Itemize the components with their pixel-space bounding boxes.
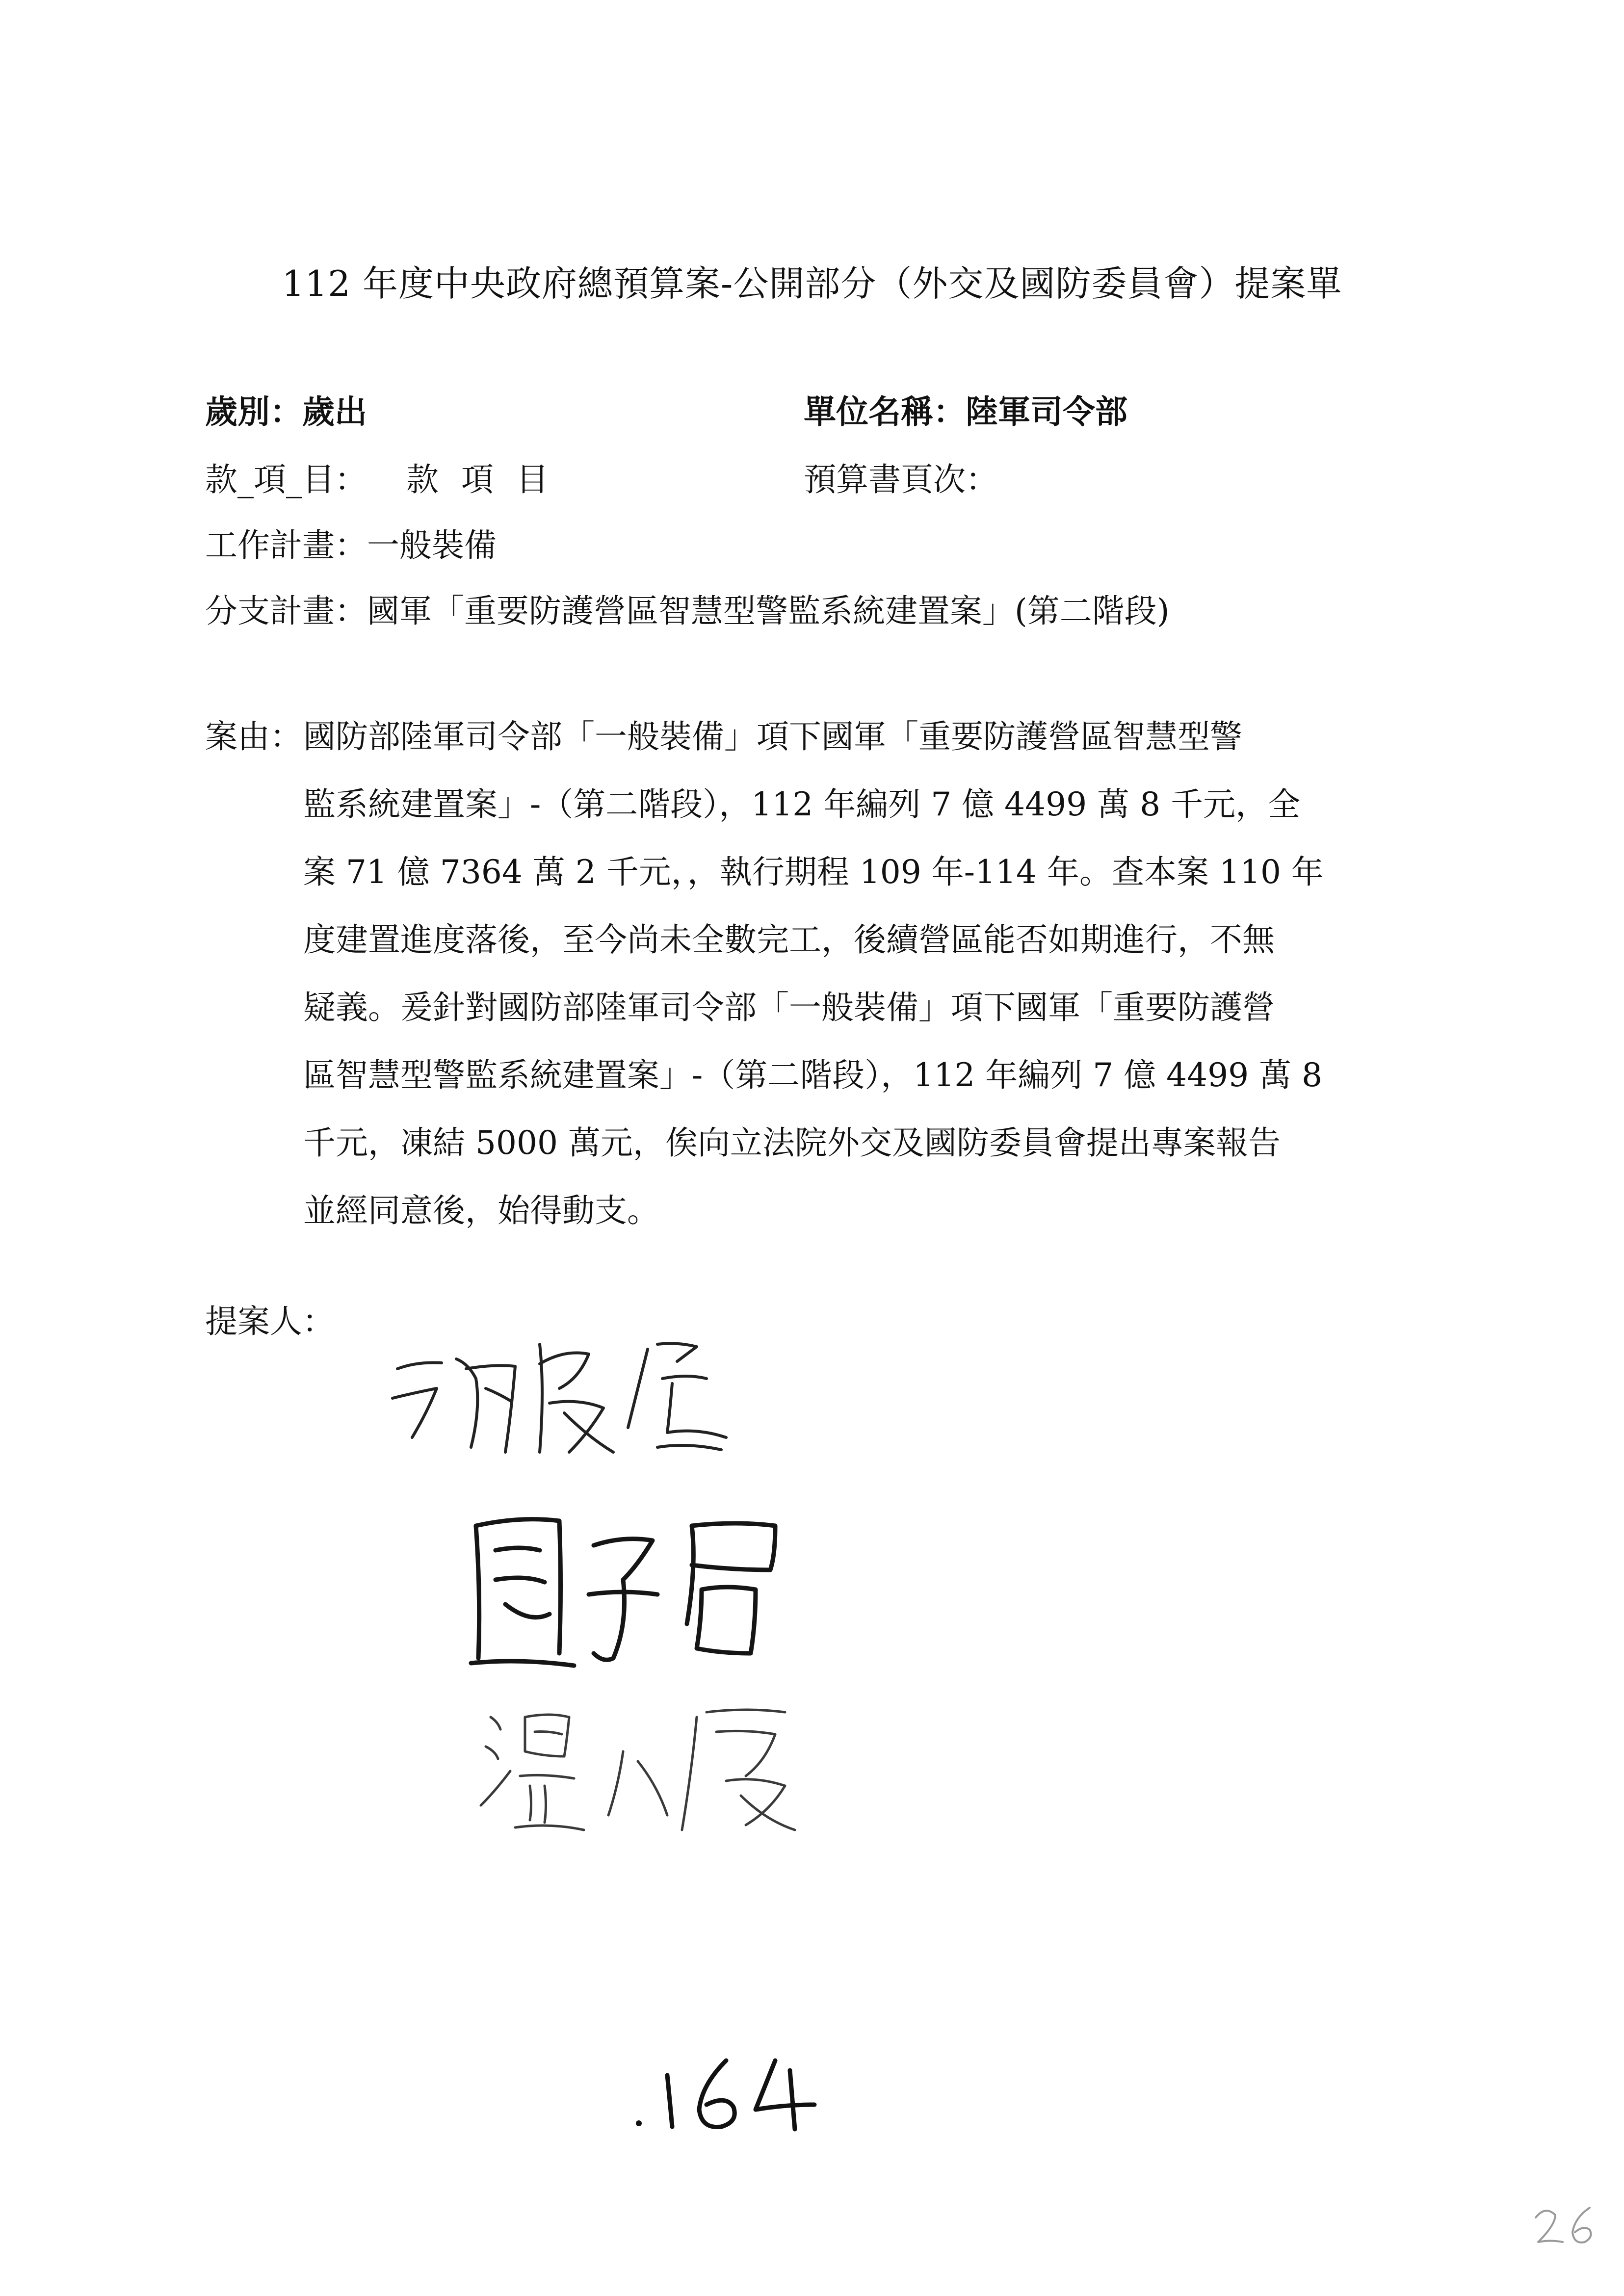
reason-text	[303, 710, 1324, 1252]
budget-page-label: 預算書頁次：	[804, 461, 998, 498]
budget-page-field	[804, 453, 998, 500]
budget-item-field	[205, 453, 571, 500]
work-plan-value: 一般裝備	[367, 526, 497, 564]
reason-line: 監系統建置案」-（第二階段），112 年編列 7 億 4499 萬 8 千元，全	[303, 785, 1301, 823]
reason-line: 並經同意後，始得動支。	[303, 1192, 659, 1229]
proposer-label: 提案人：	[205, 1303, 335, 1340]
unit-name-field	[804, 386, 1127, 432]
reason-line: 度建置進度落後，至今尚未全數完工，後續營區能否如期進行，不無	[303, 921, 1275, 959]
work-plan-field	[205, 519, 497, 566]
reason-line: 區智慧型警監系統建置案」-（第二階段），112 年編列 7 億 4499 萬 8	[303, 1056, 1323, 1094]
fiscal-type-label: 歲別：	[205, 392, 302, 431]
reason-line: 國防部陸軍司令部「一般裝備」項下國軍「重要防護營區智慧型警	[303, 718, 1242, 756]
handwritten-signature-3	[471, 1688, 814, 1845]
work-plan-label: 工作計畫：	[205, 526, 367, 564]
reason-line: 疑義。爰針對國防部陸軍司令部「一般裝備」項下國軍「重要防護營	[303, 989, 1275, 1026]
document-title: 112 年度中央政府總預算案-公開部分（外交及國防委員會）提案單	[282, 263, 1342, 304]
fiscal-type-field	[205, 386, 367, 432]
budget-item-value: 款項目	[406, 461, 571, 498]
handwritten-corner-number	[1531, 2198, 1599, 2252]
reason-label: 案由：	[205, 718, 302, 756]
sub-plan-value: 國軍「重要防護營區智慧型警監系統建置案」(第二階段)	[367, 592, 1170, 630]
reason-line: 千元，凍結 5000 萬元，俟向立法院外交及國防委員會提出專案報告	[303, 1124, 1281, 1162]
reason-line: 案 71 億 7364 萬 2 千元，，執行期程 109 年-114 年。查本案 110 年	[303, 853, 1324, 891]
unit-name-value: 陸軍司令部	[966, 392, 1127, 431]
sub-plan-label: 分支計畫：	[205, 592, 367, 630]
unit-name-label: 單位名稱：	[804, 392, 966, 431]
handwritten-signature-2	[461, 1496, 824, 1683]
sub-plan-field	[205, 585, 1170, 631]
fiscal-type-value: 歲出	[302, 392, 367, 431]
budget-item-label: 款_項_目：	[205, 461, 367, 498]
handwritten-page-number	[628, 2041, 834, 2139]
handwritten-signature-1	[383, 1315, 785, 1472]
